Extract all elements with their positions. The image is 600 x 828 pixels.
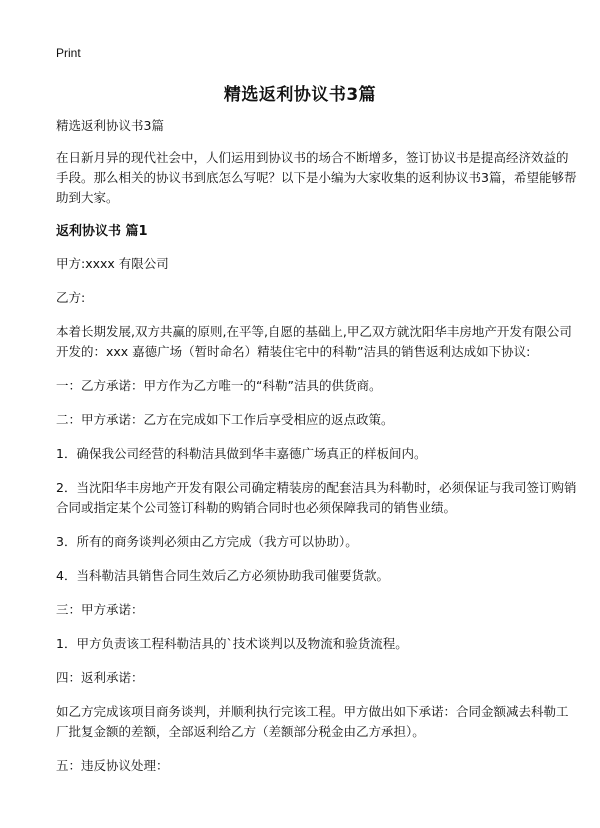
clause-three-item-1: 1．甲方负责该工程科勒洁具的`技术谈判以及物流和验货流程。 <box>56 636 408 651</box>
clause-two-item-1: 1．确保我公司经营的科勒洁具做到华丰嘉德广场真正的样板间内。 <box>56 446 427 461</box>
section-heading: 返利协议书 篇1 <box>56 224 148 239</box>
agreement-preamble: 本着长期发展,双方共赢的原则,在平等,自愿的基础上,甲乙双方就沈阳华丰房地产开发有限公司开发的：xxx 嘉德广场（暂时命名）精装住宅中的科勒”洁具的销售返利达成如下协议: <box>56 324 572 359</box>
clause-four: 四：返利承诺： <box>56 670 144 685</box>
clause-four-body: 如乙方完成该项目商务谈判，并顺利执行完该工程。甲方做出如下承诺：合同金额减去科勒工厂批复金额的差额，全部返利给乙方（差额部分税金由乙方承担）。 <box>56 704 569 739</box>
document-body <box>56 116 580 790</box>
clause-two-item-4: 4．当科勒洁具销售合同生效后乙方必须协助我司催要货款。 <box>56 568 389 583</box>
clause-one: 一：乙方承诺：甲方作为乙方唯一的“科勒”洁具的供货商。 <box>56 378 382 393</box>
clause-two-item-3: 3．所有的商务谈判必须由乙方完成（我方可以协助）。 <box>56 534 358 549</box>
document-subtitle: 精选返利协议书3篇 <box>56 118 164 133</box>
intro-paragraph: 在日新月异的现代社会中，人们运用到协议书的场合不断增多，签订协议书是提高经济效益的手段。那么相关的协议书到底怎么写呢？以下是小编为大家收集的返利协议书3篇，希望能够帮助到大家。 <box>56 150 577 205</box>
clause-five: 五：违反协议处理： <box>56 758 169 773</box>
print-link[interactable]: Print <box>56 46 81 60</box>
clause-three: 三：甲方承诺： <box>56 602 144 617</box>
clause-two: 二：甲方承诺：乙方在完成如下工作后享受相应的返点政策。 <box>56 412 394 427</box>
clause-two-item-2: 2．当沈阳华丰房地产开发有限公司确定精装房的配套洁具为科勒时，必须保证与我司签订购销合同或指定某个公司签订科勒的购销合同时也必须保障我司的销售业绩。 <box>56 480 577 515</box>
document-title: 精选返利协议书3篇 <box>223 85 377 105</box>
party-a-line: 甲方:xxxx 有限公司 <box>56 256 169 271</box>
party-b-line: 乙方: <box>56 290 86 305</box>
